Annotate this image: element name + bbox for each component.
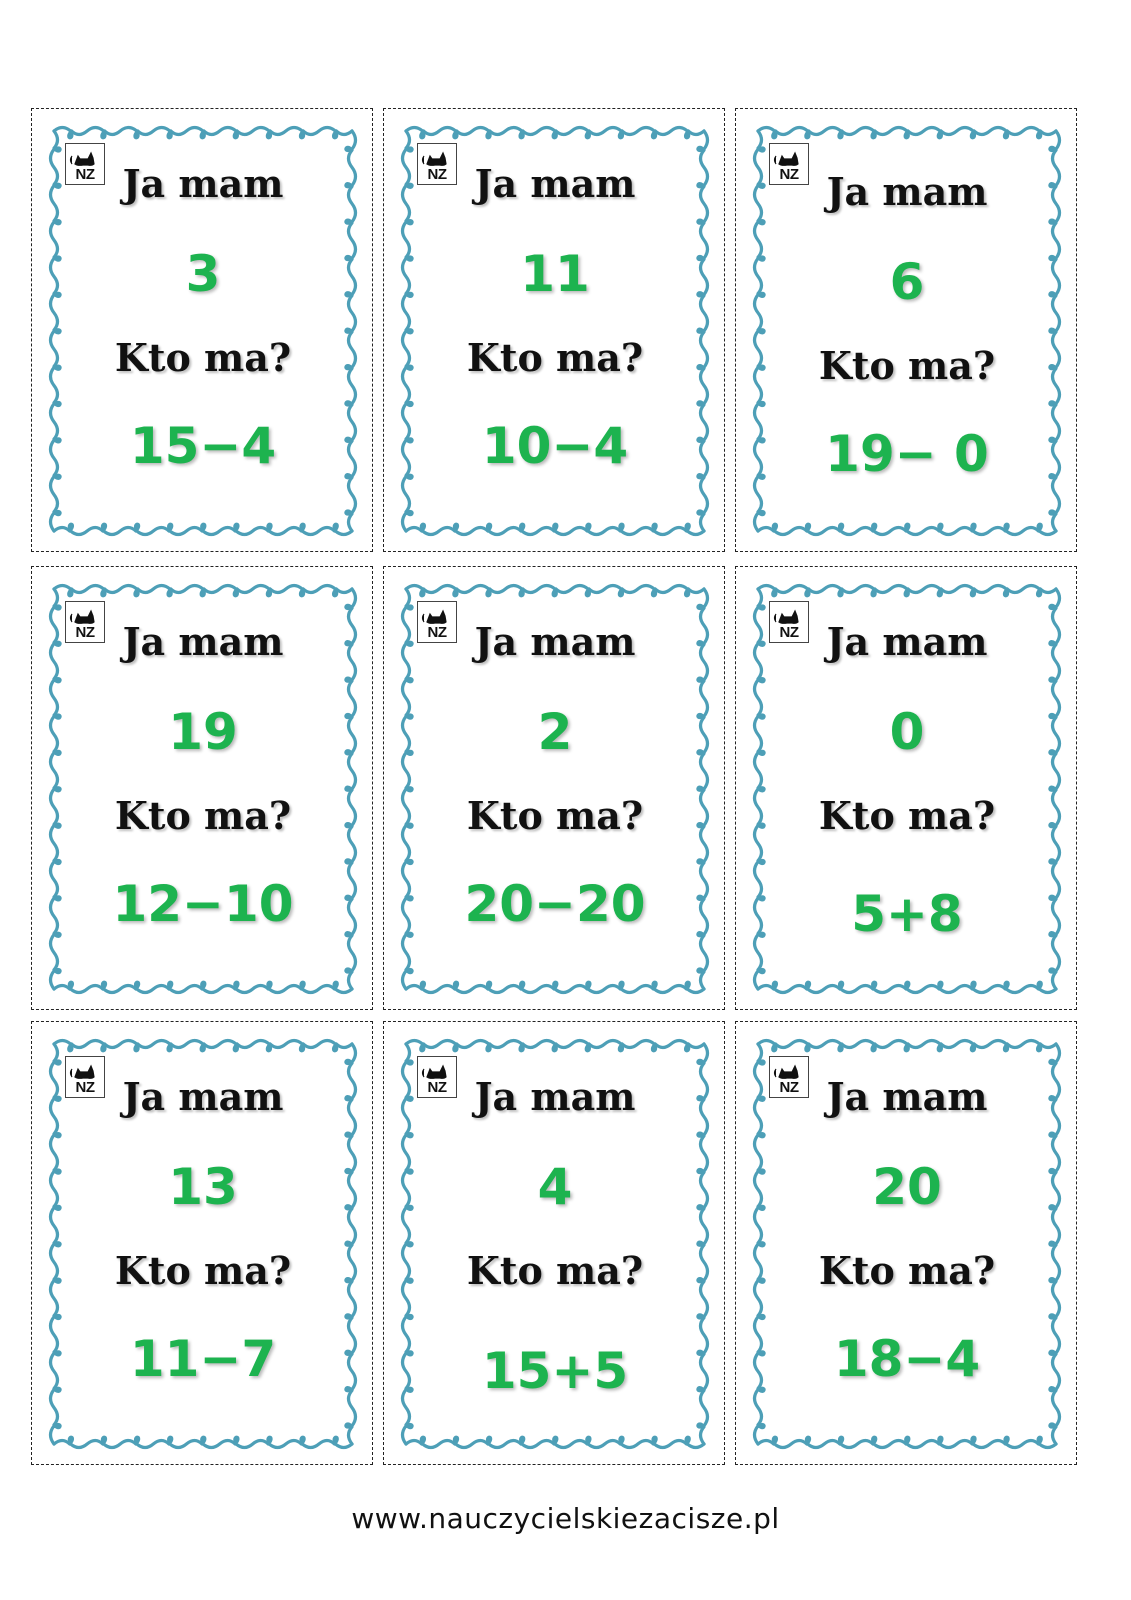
frame-curl-border-side	[758, 524, 1056, 534]
card-who-expression: 10−4	[481, 417, 629, 475]
frame-curl-border-side	[758, 128, 1056, 138]
frame-curl-border-side	[406, 586, 704, 596]
label-kto-ma: Kto ma?	[466, 335, 644, 380]
card-have-value: 0	[889, 703, 925, 761]
frame-curl-border-side	[54, 128, 352, 138]
label-ja-mam: Ja mam	[826, 619, 988, 664]
frame-curl-border-side	[406, 524, 704, 534]
card-2	[383, 108, 725, 552]
card-who-expression: 15+5	[481, 1342, 629, 1400]
card-who-expression: 19− 0	[825, 425, 989, 483]
logo-text: NZ	[75, 1079, 95, 1096]
frame-curl-border-side	[54, 982, 352, 992]
frame-curl-border-side	[758, 1437, 1056, 1447]
card-9	[735, 1021, 1077, 1465]
card-who-expression: 12−10	[112, 875, 294, 933]
card-have-value: 11	[520, 245, 590, 303]
frame-curl-border-side	[406, 1041, 704, 1051]
label-kto-ma: Kto ma?	[818, 1248, 996, 1293]
card-have-value: 4	[537, 1158, 573, 1216]
label-ja-mam: Ja mam	[474, 1074, 636, 1119]
logo-text: NZ	[779, 624, 799, 641]
label-ja-mam: Ja mam	[122, 1074, 284, 1119]
card-3	[735, 108, 1077, 552]
frame-curl-border-side	[406, 1437, 704, 1447]
frame-curl-border-side	[54, 1041, 352, 1051]
frame-curl-border-side	[406, 128, 704, 138]
card-8	[383, 1021, 725, 1465]
logo-text: NZ	[779, 1079, 799, 1096]
card-1	[31, 108, 373, 552]
card-who-expression: 20−20	[464, 875, 646, 933]
frame-curl-border-side	[758, 1041, 1056, 1051]
label-ja-mam: Ja mam	[474, 161, 636, 206]
card-who-expression: 18−4	[833, 1330, 981, 1388]
card-7	[31, 1021, 373, 1465]
card-have-value: 6	[889, 253, 925, 311]
frame-curl-border-side	[406, 982, 704, 992]
card-have-value: 2	[537, 703, 573, 761]
footer-website-url[interactable]: www.nauczycielskiezacisze.pl	[351, 1502, 780, 1535]
label-kto-ma: Kto ma?	[114, 1248, 292, 1293]
label-ja-mam: Ja mam	[474, 619, 636, 664]
label-kto-ma: Kto ma?	[818, 343, 996, 388]
frame-curl-border-side	[54, 524, 352, 534]
label-kto-ma: Kto ma?	[114, 793, 292, 838]
label-kto-ma: Kto ma?	[466, 793, 644, 838]
card-6	[735, 566, 1077, 1010]
label-ja-mam: Ja mam	[122, 161, 284, 206]
label-ja-mam: Ja mam	[826, 169, 988, 214]
label-kto-ma: Kto ma?	[114, 335, 292, 380]
logo-text: NZ	[427, 624, 447, 641]
frame-curl-border-side	[54, 1437, 352, 1447]
card-5	[383, 566, 725, 1010]
logo-text: NZ	[427, 166, 447, 183]
card-have-value: 20	[872, 1158, 942, 1216]
card-4	[31, 566, 373, 1010]
logo-text: NZ	[75, 624, 95, 641]
card-who-expression: 11−7	[129, 1330, 277, 1388]
frame-curl-border-side	[54, 586, 352, 596]
card-who-expression: 5+8	[851, 885, 963, 943]
frame-curl-border-side	[758, 982, 1056, 992]
label-kto-ma: Kto ma?	[466, 1248, 644, 1293]
cards-grid	[31, 108, 1101, 1470]
logo-text: NZ	[427, 1079, 447, 1096]
card-have-value: 13	[168, 1158, 238, 1216]
logo-text: NZ	[779, 166, 799, 183]
card-have-value: 19	[168, 703, 238, 761]
card-have-value: 3	[185, 245, 221, 303]
frame-curl-border-side	[758, 586, 1056, 596]
label-ja-mam: Ja mam	[826, 1074, 988, 1119]
label-ja-mam: Ja mam	[122, 619, 284, 664]
logo-text: NZ	[75, 166, 95, 183]
label-kto-ma: Kto ma?	[818, 793, 996, 838]
card-who-expression: 15−4	[129, 417, 277, 475]
